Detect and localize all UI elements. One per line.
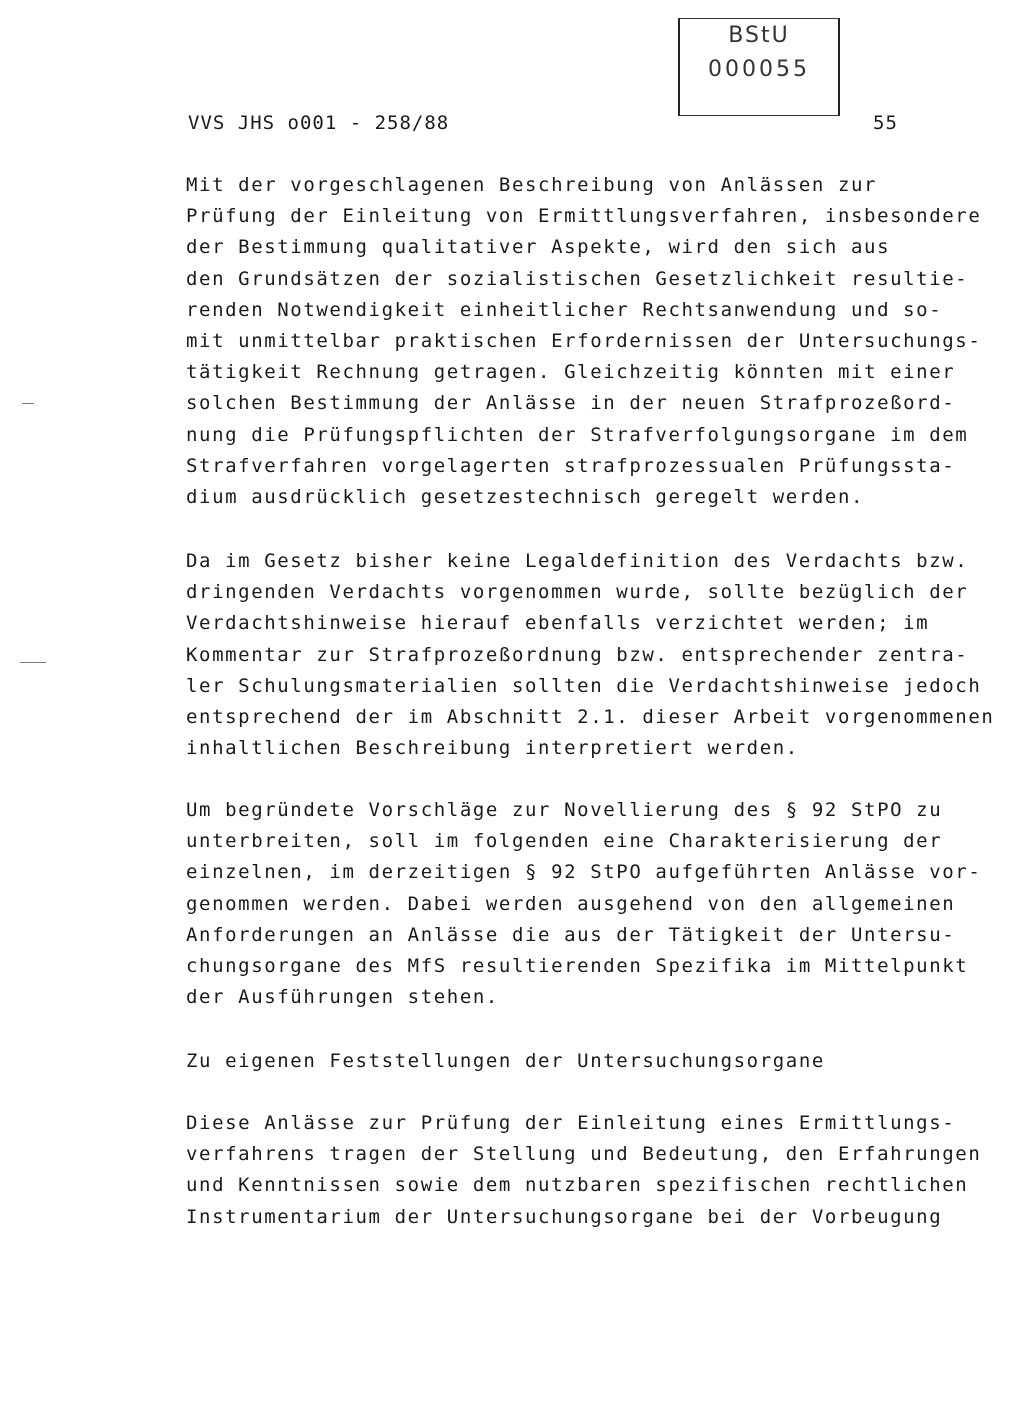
paragraph-line: tätigkeit Rechnung getragen. Gleichzeitig könnten mit einer: [186, 361, 956, 384]
paragraph-line: chungsorgane des MfS resultierenden Spezifika im Mittelpunkt: [186, 954, 969, 977]
heading-line: Zu eigenen Feststellungen der Untersuchungsorgane: [186, 1050, 825, 1072]
archive-stamp: [678, 18, 840, 116]
paragraph-4: [186, 1108, 982, 1233]
stamp-label: BStU: [728, 23, 790, 48]
paragraph-line: entsprechend der im Abschnitt 2.1. dieser Arbeit vorgenommenen: [186, 705, 995, 728]
paragraph-2: [186, 546, 995, 764]
paragraph-3: [186, 795, 982, 1013]
paragraph-line: Verdachtshinweise hierauf ebenfalls verzichtet werden; im: [186, 612, 930, 635]
section-heading: [186, 1046, 976, 1077]
paragraph-line: solchen Bestimmung der Anlässe in der neuen Strafprozeßord-: [186, 392, 956, 415]
paragraph-line: Mit der vorgeschlagenen Beschreibung von Anlässen zur: [186, 174, 878, 196]
paragraph-line: renden Notwendigkeit einheitlicher Rechtsanwendung und so-: [186, 298, 943, 321]
paragraph-line: und Kenntnissen sowie dem nutzbaren spezifischen rechtlichen: [186, 1174, 969, 1197]
paragraph-1: [186, 170, 982, 513]
paragraph-line: dringenden Verdachts vorgenommen wurde, sollte bezüglich der: [186, 581, 969, 604]
paragraph-line: Anforderungen an Anlässe die aus der Tätigkeit der Untersu-: [186, 923, 956, 946]
paragraph-line: ler Schulungsmaterialien sollten die Verdachtshinweise jedoch: [186, 674, 982, 697]
margin-mark: [20, 662, 46, 663]
paragraph-line: der Bestimmung qualitativer Aspekte, wird den sich aus: [186, 236, 891, 259]
paragraph-line: Um begründete Vorschläge zur Novellierung des § 92 StPO zu: [186, 799, 943, 821]
paragraph-line: den Grundsätzen der sozialistischen Gesetzlichkeit resultie-: [186, 267, 969, 290]
paragraph-line: der Ausführungen stehen.: [186, 986, 499, 1009]
paragraph-line: inhaltlichen Beschreibung interpretiert werden.: [186, 737, 799, 760]
paragraph-line: dium ausdrücklich gesetzestechnisch geregelt werden.: [186, 485, 865, 508]
paragraph-line: Strafverfahren vorgelagerten strafprozessualen Prüfungssta-: [186, 454, 956, 477]
paragraph-line: verfahrens tragen der Stellung und Bedeutung, den Erfahrungen: [186, 1143, 982, 1166]
paragraph-line: nung die Prüfungspflichten der Strafverfolgungsorgane im dem: [186, 423, 969, 446]
paragraph-line: Da im Gesetz bisher keine Legaldefinition des Verdachts bzw.: [186, 550, 969, 572]
paragraph-line: Prüfung der Einleitung von Ermittlungsverfahren, insbesondere: [186, 205, 982, 228]
page-number: 55: [873, 112, 898, 134]
paragraph-line: Diese Anlässe zur Prüfung der Einleitung eines Ermittlungs-: [186, 1112, 956, 1134]
paragraph-line: Kommentar zur Strafprozeßordnung bzw. entsprechender zentra-: [186, 643, 969, 666]
document-reference: VVS JHS o001 - 258/88: [188, 112, 450, 134]
stamp-number: 000055: [708, 57, 810, 82]
paragraph-line: genommen werden. Dabei werden ausgehend von den allgemeinen: [186, 892, 956, 915]
paragraph-line: einzelnen, im derzeitigen § 92 StPO aufgeführten Anlässe vor-: [186, 861, 982, 884]
paragraph-line: Instrumentarium der Untersuchungsorgane bei der Vorbeugung: [186, 1205, 943, 1228]
paragraph-line: unterbreiten, soll im folgenden eine Charakterisierung der: [186, 830, 943, 853]
paragraph-line: mit unmittelbar praktischen Erfordernissen der Untersuchungs-: [186, 329, 982, 352]
margin-mark: [22, 403, 34, 404]
